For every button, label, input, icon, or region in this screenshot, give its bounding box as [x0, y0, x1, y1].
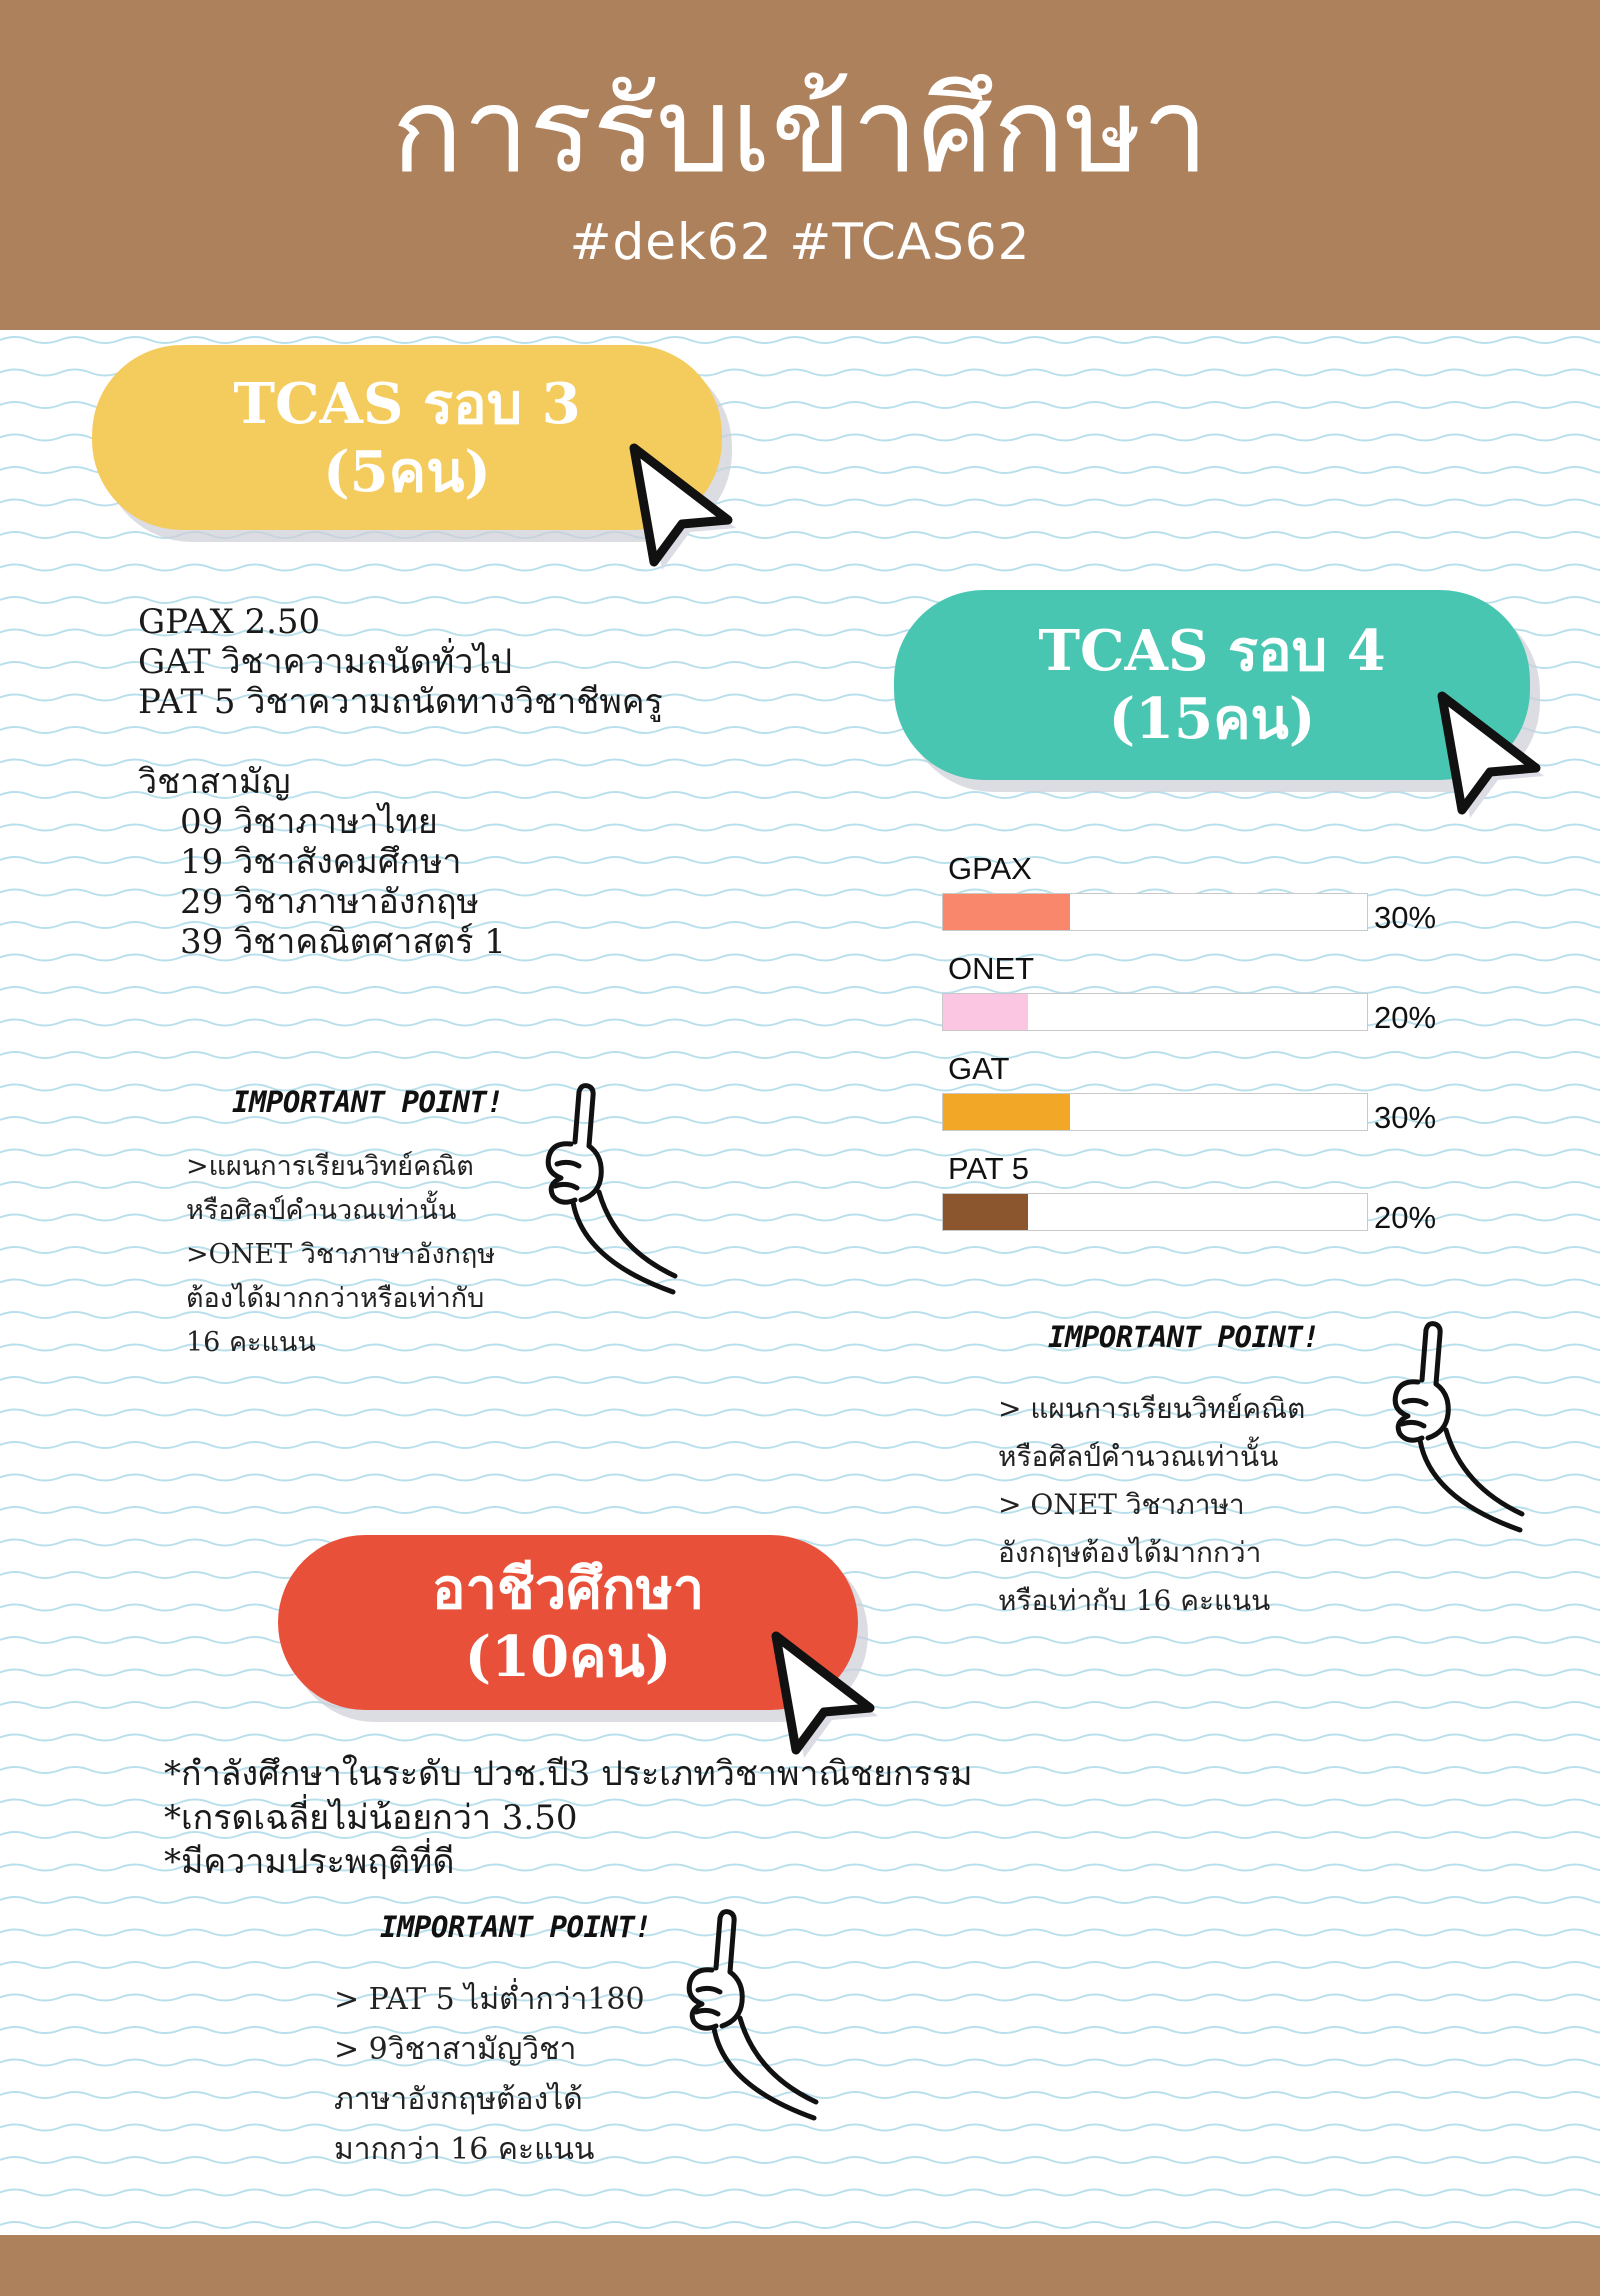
vocational-requirements	[164, 1752, 973, 1884]
wave-line	[0, 532, 1600, 538]
weight-percent: 20%	[1374, 1000, 1437, 1035]
round3-seats: (5คน)	[323, 438, 491, 505]
note-line: > PAT 5 ไม่ต่ำกว่า180	[334, 1982, 645, 2017]
weight-label: GPAX	[948, 851, 1032, 886]
subject-line: 39 วิชาคณิตศาสตร์ 1	[180, 922, 506, 962]
cursor-arrow-icon	[762, 1628, 882, 1768]
requirement-line: *เกรดเฉลี่ยไม่น้อยกว่า 3.50	[164, 1798, 578, 1838]
wave-line	[0, 1897, 1600, 1903]
wave-line	[0, 2190, 1600, 2196]
header-banner	[0, 0, 1600, 330]
cursor-arrow-icon	[620, 440, 740, 580]
requirement-line: *กำลังศึกษาในระดับ ปวช.ปี3 ประเภทวิชาพาณิชยกรรม	[164, 1754, 973, 1794]
wave-line	[0, 565, 1600, 571]
wave-line	[0, 337, 1600, 343]
weight-percent: 30%	[1374, 900, 1437, 935]
round3-important-label: IMPORTANT POINT!	[232, 1085, 504, 1119]
cursor-arrow-icon	[1428, 688, 1548, 828]
subject-line: 09 วิชาภาษาไทย	[180, 802, 438, 842]
wave-line	[0, 2125, 1600, 2131]
footer-bar	[0, 2235, 1600, 2296]
weight-fill	[943, 1194, 1028, 1230]
subjects-heading: วิชาสามัญ	[138, 762, 291, 802]
requirement-line: GPAX 2.50	[138, 602, 321, 642]
requirement-line: GAT วิชาความถนัดทั่วไป	[138, 642, 513, 682]
note-line: >แผนการเรียนวิทย์คณิต	[186, 1151, 474, 1182]
round3-requirements	[138, 602, 663, 962]
weight-track	[942, 893, 1368, 931]
note-line: ต้องได้มากกว่าหรือเท่ากับ	[186, 1283, 485, 1314]
note-line: มากกว่า 16 คะแนน	[334, 2132, 595, 2167]
note-line: > ONET วิชาภาษา	[998, 1488, 1245, 1521]
round4-important-notes	[998, 1385, 1305, 1625]
note-line: > 9วิชาสามัญวิชา	[334, 2032, 577, 2067]
weight-row	[940, 850, 1500, 950]
weight-track	[942, 993, 1368, 1031]
round4-title: TCAS รอบ 4	[1038, 618, 1386, 684]
weight-track	[942, 1193, 1368, 1231]
subject-line: 19 วิชาสังคมศึกษา	[180, 842, 462, 882]
note-line: อังกฤษต้องได้มากกว่า	[998, 1536, 1262, 1569]
weight-label: ONET	[948, 951, 1035, 986]
note-line: หรือเท่ากับ 16 คะแนน	[998, 1584, 1271, 1617]
page-title: การรับเข้าศึกษา	[391, 61, 1209, 199]
requirement-line: *มีความประพฤติที่ดี	[164, 1842, 455, 1882]
round4-weight-bars	[940, 850, 1500, 1250]
note-line: หรือศิลป์คำนวณเท่านั้น	[998, 1440, 1279, 1473]
weight-fill	[943, 994, 1028, 1030]
note-line: >ONET วิชาภาษาอังกฤษ	[186, 1239, 496, 1270]
note-line: หรือศิลป์คำนวณเท่านั้น	[186, 1195, 457, 1226]
vocational-seats: (10คน)	[464, 1623, 672, 1690]
weight-label: PAT 5	[948, 1151, 1029, 1186]
wave-line	[0, 2157, 1600, 2163]
weight-row	[940, 1050, 1500, 1150]
weight-row	[940, 1150, 1500, 1250]
hashtags: #dek62 #TCAS62	[569, 213, 1031, 271]
weight-percent: 30%	[1374, 1100, 1437, 1135]
weight-row	[940, 950, 1500, 1050]
weight-track	[942, 1093, 1368, 1131]
weight-percent: 20%	[1374, 1200, 1437, 1235]
weight-fill	[943, 1094, 1070, 1130]
wave-line	[0, 1410, 1600, 1416]
wave-line	[0, 1442, 1600, 1448]
vocational-important-label: IMPORTANT POINT!	[380, 1910, 652, 1944]
vocational-title: อาชีวศึกษา	[431, 1555, 705, 1622]
requirement-line: PAT 5 วิชาความถนัดทางวิชาชีพครู	[138, 682, 663, 722]
round3-title: TCAS รอบ 3	[233, 370, 581, 437]
note-line: > แผนการเรียนวิทย์คณิต	[998, 1392, 1306, 1425]
subject-line: 29 วิชาภาษาอังกฤษ	[180, 882, 479, 922]
round4-important-label: IMPORTANT POINT!	[1048, 1320, 1320, 1354]
weight-label: GAT	[948, 1051, 1010, 1086]
round4-seats: (15คน)	[1108, 686, 1316, 752]
wave-line	[0, 1475, 1600, 1481]
wave-line	[0, 2222, 1600, 2228]
vocational-important-notes	[334, 1975, 645, 2175]
pointing-hand-icon	[525, 1080, 685, 1295]
pointing-hand-icon	[666, 1906, 826, 2121]
note-line: 16 คะแนน	[186, 1327, 316, 1358]
weight-fill	[943, 894, 1070, 930]
note-line: ภาษาอังกฤษต้องได้	[334, 2082, 583, 2117]
wave-line	[0, 1507, 1600, 1513]
round3-important-notes	[186, 1145, 495, 1365]
pointing-hand-icon	[1372, 1318, 1532, 1533]
wave-line	[0, 1377, 1600, 1383]
